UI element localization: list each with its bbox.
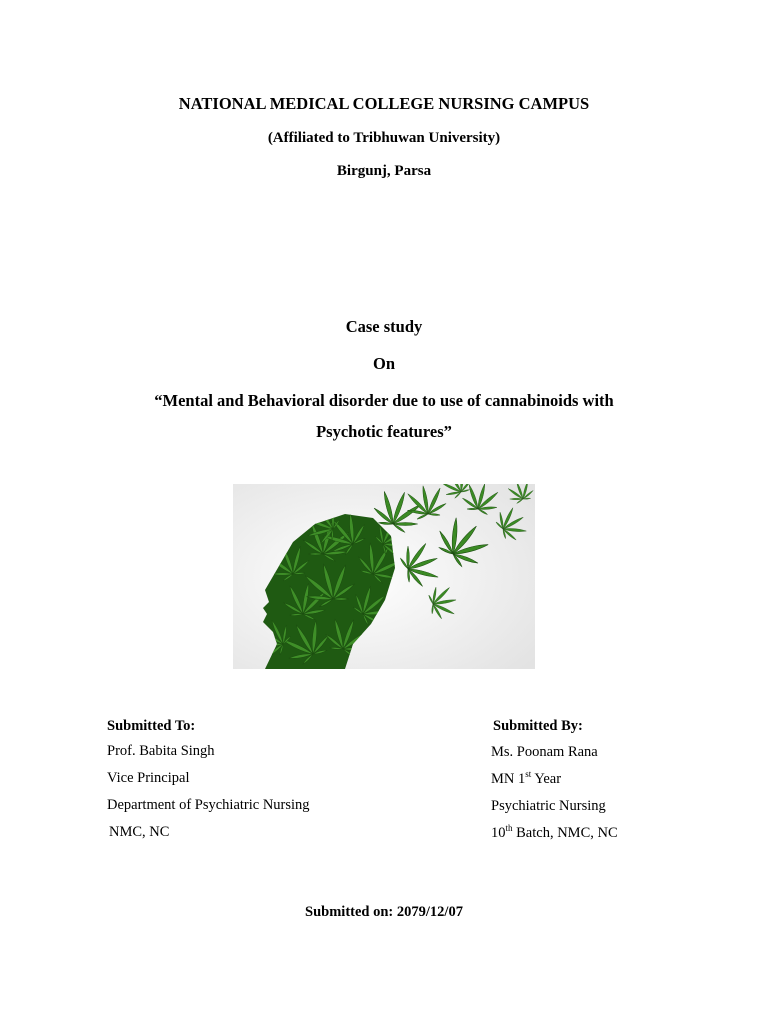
case-study-heading: Case study [345, 317, 423, 336]
case-title-line-2: Psychotic features” [316, 422, 452, 441]
submitted-to-name: Prof. Babita Singh [107, 743, 215, 759]
submission-date: Submitted on: 2079/12/07 [305, 904, 463, 920]
on-label: On [372, 354, 395, 373]
submitted-by-batch: 10th Batch, NMC, NC [491, 823, 618, 841]
affiliation: (Affiliated to Tribhuwan University) [267, 130, 501, 146]
submitted-to-position: Vice Principal [107, 770, 190, 786]
submitted-to-department: Department of Psychiatric Nursing [107, 797, 310, 813]
submitted-by-specialty: Psychiatric Nursing [491, 798, 606, 814]
location: Birgunj, Parsa [336, 163, 432, 179]
submitted-by-label: Submitted By: [493, 718, 583, 734]
submitted-to-institution: NMC, NC [109, 824, 170, 840]
cannabis-leaf-head-illustration [233, 484, 535, 669]
submitted-by-program: MN 1st Year [491, 769, 562, 787]
submitted-to-label: Submitted To: [107, 718, 196, 734]
college-name: NATIONAL MEDICAL COLLEGE NURSING CAMPUS [178, 94, 590, 113]
case-title-line-1: “Mental and Behavioral disorder due to use of cannabinoids with [154, 391, 614, 410]
submitted-by-name: Ms. Poonam Rana [491, 744, 598, 760]
